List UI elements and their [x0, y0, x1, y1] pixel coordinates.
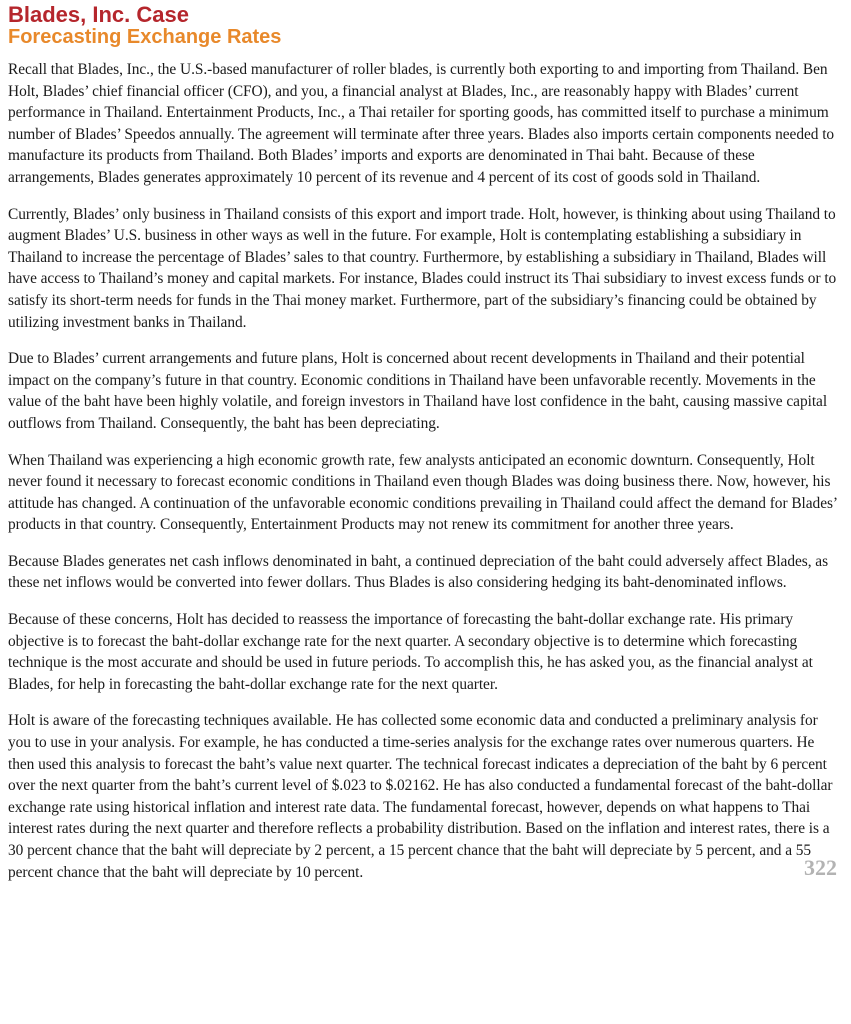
page-number: 322 — [804, 855, 837, 880]
paragraph-economic-growth: When Thailand was experiencing a high economic growth rate, few analysts anticipated an economic downturn. Consequently, Holt never found it necessary to forecast economic conditions in Thailand even though Blades was doing business there. Now, however, his attitude has changed. A continuation of the unfavorable economic conditions prevailing in Thailand could affect the demand for Blades’ products in that country. Consequently, Entertainment Products may not renew its commitment for another three years. — [8, 451, 837, 534]
paragraph-reassess-forecasting: Because of these concerns, Holt has decided to reassess the importance of forecasting the baht-dollar exchange rate. His primary objective is to forecast the baht-dollar exchange rate for the next quarter. A secondary objective is to determine which forecasting technique is the most accurate and should be used in future periods. To accomplish this, he has asked you, as the financial analyst at Blades, for help in forecasting the baht-dollar exchange rate for the next quarter. — [8, 611, 813, 693]
paragraph-current-business: Currently, Blades’ only business in Thailand consists of this export and import trade. Holt, however, is thinking about using Thailand to augment Blades’ U.S. business in other ways as well in the future. For example, Holt is contemplating establishing a subsidiary in Thailand to increase the percentage of Blades’ sales to that country. Furthermore, by establishing a subsidiary in Thailand, Blades will have access to Thailand’s money and capital markets. For instance, Blades could instruct its Thai subsidiary to invest excess funds or to satisfy its short-term needs for funds in the Thai money market. Furthermore, part of the subsidiary’s financing could be obtained by utilizing investment banks in Thailand. — [8, 205, 837, 331]
paragraph-concerns: Due to Blades’ current arrangements and future plans, Holt is concerned about recent developments in Thailand and their potential impact on the company’s future in that country. Economic conditions in Thailand have been unfavorable recently. Movements in the value of the baht have been highly volatile, and foreign investors in Thailand have lost confidence in the baht, causing massive capital outflows from Thailand. Consequently, the baht has been depreciating. — [8, 350, 828, 432]
paragraph-cash-inflows: Because Blades generates net cash inflows denominated in baht, a continued depreciation of the baht could adversely affect Blades, as these net inflows would be converted into fewer dollars. Thus Blades is also considering hedging its baht-denominated inflows. — [8, 552, 829, 592]
case-document — [8, 4, 843, 898]
case-title: Blades, Inc. Case — [8, 2, 189, 27]
paragraph-intro: Recall that Blades, Inc., the U.S.-based manufacturer of roller blades, is currently both exporting to and importing from Thailand. Ben Holt, Blades’ chief financial officer (CFO), and you, a financial analyst at Blades, Inc., are reasonably happy with Blades’ current performance in Thailand. Entertainment Products, Inc., a Thai retailer for sporting goods, has committed itself to purchase a minimum number of Blades’ Speedos annually. The agreement will terminate after three years. Blades also imports certain components needed to manufacture its products from Thailand. Both Blades’ imports and exports are denominated in Thai baht. Because of these arrangements, Blades generates approximately 10 percent of its revenue and 4 percent of its cost of goods sold in Thailand. — [8, 61, 835, 186]
case-subtitle: Forecasting Exchange Rates — [8, 26, 282, 48]
paragraph-forecast-techniques: Holt is aware of the forecasting techniques available. He has collected some economic data and conducted a preliminary analysis for you to use in your analysis. For example, he has conducted a time-series analysis for the exchange rates over numerous quarters. He then used this analysis to forecast the baht’s value next quarter. The technical forecast indicates a depreciation of the baht by 6 percent over the next quarter from the baht’s current level of $.023 to $.02162. He has also conducted a fundamental forecast of the baht-dollar exchange rate using historical inflation and interest rate data. The fundamental forecast, however, depends on what happens to Thai interest rates during the next quarter and therefore reflects a probability distribution. Based on the inflation and interest rates, there is a 30 percent chance that the baht will depreciate by 2 percent, a 15 percent chance that the baht will depreciate by 5 percent, and a 55 percent chance that the baht will depreciate by 10 percent. — [8, 712, 833, 881]
